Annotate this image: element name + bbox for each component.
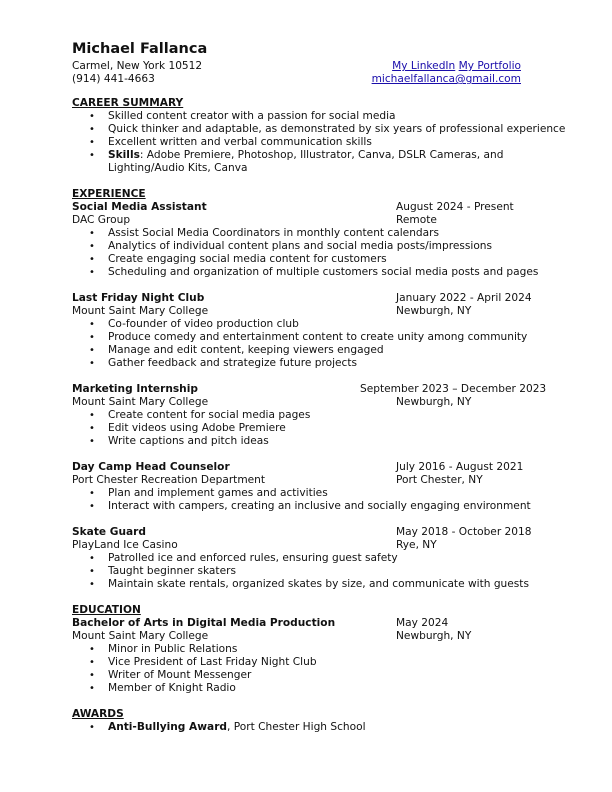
list-item: • Interact with campers, creating an inclusive and socially engaging environment — [0, 500, 531, 513]
list-item: • Gather feedback and strategize future projects — [0, 357, 527, 370]
list-item: • Edit videos using Adobe Premiere — [0, 422, 310, 435]
list-item: • Produce comedy and entertainment content to create unity among community — [0, 331, 527, 344]
job-title: Marketing Internship — [72, 383, 198, 395]
list-item: • Quick thinker and adaptable, as demonstrated by six years of professional experience — [0, 123, 528, 136]
job-location: Port Chester, NY — [396, 474, 483, 486]
list-item: • Minor in Public Relations — [0, 643, 317, 656]
job-dates: January 2022 - April 2024 — [396, 292, 532, 304]
degree-date: May 2024 — [396, 617, 449, 629]
job-dates: August 2024 - Present — [396, 201, 514, 213]
job-bullets — [0, 318, 527, 370]
career-summary-list — [0, 110, 566, 175]
list-item: • Assist Social Media Coordinators in monthly content calendars — [0, 227, 538, 240]
list-item: • Patrolled ice and enforced rules, ensuring guest safety — [0, 552, 529, 565]
list-item: • Create content for social media pages — [0, 409, 310, 422]
job-title: Social Media Assistant — [72, 201, 207, 213]
job-bullets — [0, 409, 310, 448]
skills-text: : Adobe Premiere, Photoshop, Illustrator, Canva, DSLR Cameras, and Lighting/Audio Kits, Canva — [108, 149, 504, 174]
job-dates: May 2018 - October 2018 — [396, 526, 532, 538]
skills-item — [0, 149, 528, 175]
profile-links — [392, 60, 521, 73]
education-bullets — [0, 643, 317, 695]
list-item: • Taught beginner skaters — [0, 565, 529, 578]
school-location: Newburgh, NY — [396, 630, 472, 642]
award-detail: , Port Chester High School — [227, 721, 366, 733]
award-name: Anti-Bullying Award — [108, 721, 228, 733]
list-item — [0, 721, 366, 734]
job-title: Last Friday Night Club — [72, 292, 205, 304]
list-item: • Excellent written and verbal communication skills — [0, 136, 528, 149]
job-org: Mount Saint Mary College — [72, 305, 209, 317]
job-title: Skate Guard — [72, 526, 146, 538]
job-bullets — [0, 487, 531, 513]
email-link[interactable]: michaelfallanca@gmail.com — [371, 73, 521, 85]
list-item: • Scheduling and organization of multiple customers social media posts and pages — [0, 266, 538, 279]
list-item: • Create engaging social media content for customers — [0, 253, 538, 266]
list-item: • Skilled content creator with a passion for social media — [0, 110, 528, 123]
job-org: Mount Saint Mary College — [72, 396, 209, 408]
job-org: Port Chester Recreation Department — [72, 474, 266, 486]
job-bullets — [0, 552, 529, 591]
linkedin-link[interactable]: My LinkedIn — [392, 60, 456, 72]
job-location: Newburgh, NY — [396, 305, 472, 317]
job-dates: July 2016 - August 2021 — [396, 461, 524, 473]
job-title: Day Camp Head Counselor — [72, 461, 230, 473]
job-dates: September 2023 – December 2023 — [360, 383, 547, 395]
job-org: DAC Group — [72, 214, 131, 226]
job-location: Rye, NY — [396, 539, 437, 551]
job-location: Remote — [396, 214, 437, 226]
skills-label: Skills — [108, 149, 140, 161]
job-bullets — [0, 227, 538, 279]
applicant-name: Michael Fallanca — [72, 41, 208, 57]
list-item: • Member of Knight Radio — [0, 682, 317, 695]
awards-list — [0, 721, 366, 734]
list-item: • Maintain skate rentals, organized skates by size, and communicate with guests — [0, 578, 529, 591]
phone-text: (914) 441-4663 — [72, 73, 155, 85]
list-item: • Plan and implement games and activities — [0, 487, 531, 500]
awards-heading: AWARDS — [72, 708, 124, 720]
portfolio-link[interactable]: My Portfolio — [458, 60, 521, 72]
job-location: Newburgh, NY — [396, 396, 472, 408]
experience-heading: EXPERIENCE — [72, 188, 146, 200]
list-item: • Analytics of individual content plans and social media posts/impressions — [0, 240, 538, 253]
location-text: Carmel, New York 10512 — [72, 60, 203, 72]
list-item: • Vice President of Last Friday Night Club — [0, 656, 317, 669]
school-name: Mount Saint Mary College — [72, 630, 209, 642]
degree-title: Bachelor of Arts in Digital Media Production — [72, 617, 336, 629]
job-org: PlayLand Ice Casino — [72, 539, 178, 551]
career-summary-heading: CAREER SUMMARY — [72, 97, 184, 109]
list-item: • Writer of Mount Messenger — [0, 669, 317, 682]
list-item: • Manage and edit content, keeping viewers engaged — [0, 344, 527, 357]
list-item: • Write captions and pitch ideas — [0, 435, 310, 448]
list-item: • Co-founder of video production club — [0, 318, 527, 331]
education-heading: EDUCATION — [72, 604, 141, 616]
